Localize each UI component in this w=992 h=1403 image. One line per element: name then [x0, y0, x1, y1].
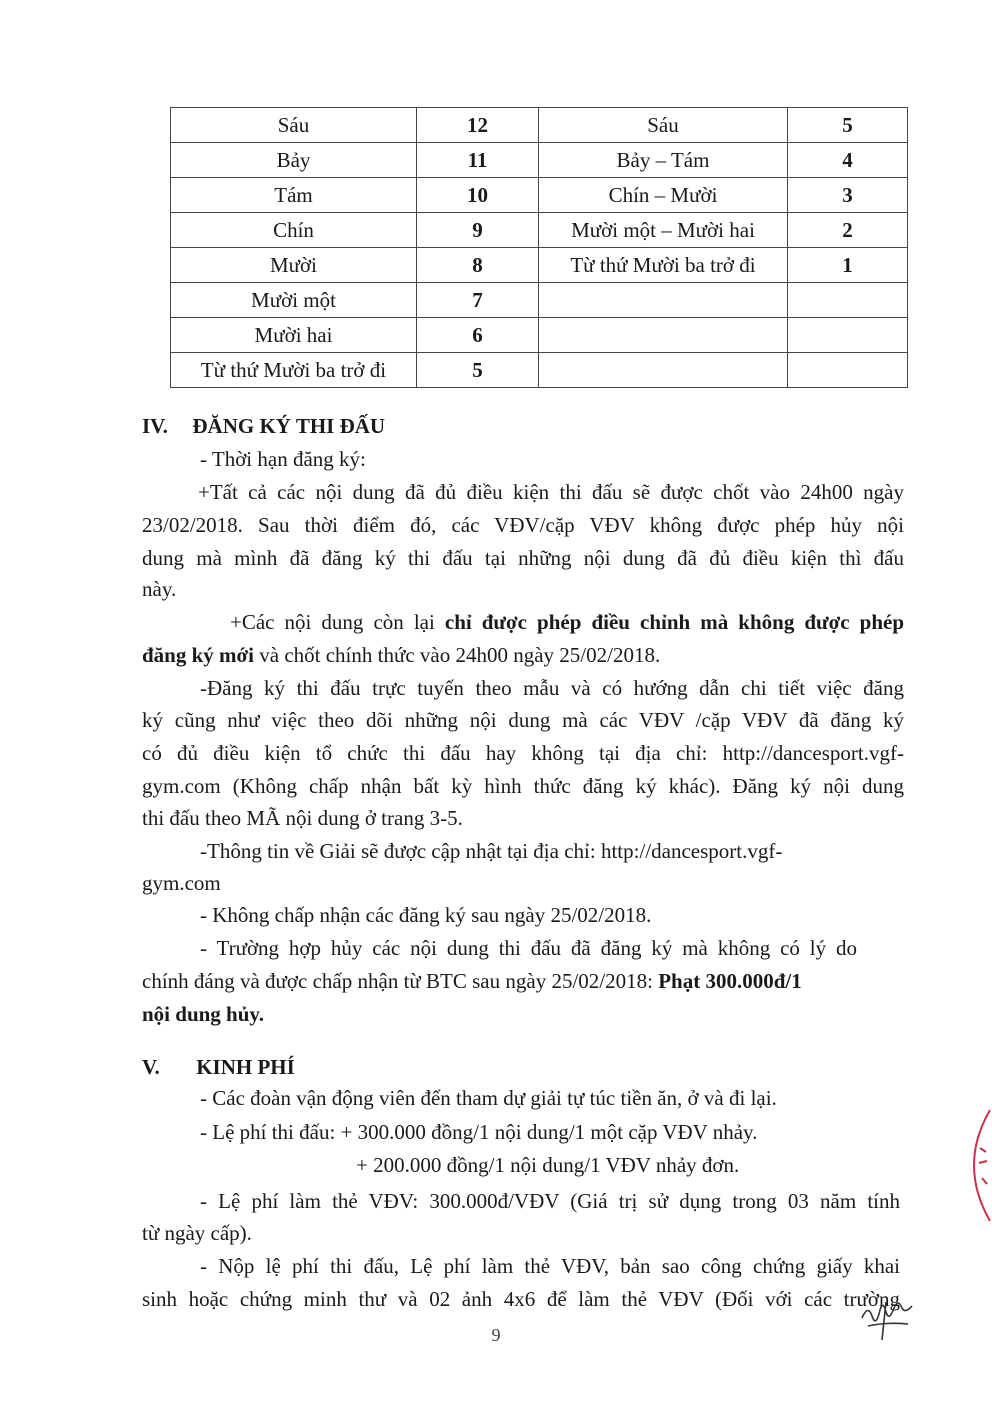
points-cell — [788, 318, 908, 353]
s4-p6-line2-pre: chính đáng và được chấp nhận từ BTC sau ngày 25/02/2018: — [142, 969, 659, 993]
stamp-icon — [952, 1108, 992, 1223]
rank-cell: Mười — [171, 248, 417, 283]
rank-cell: Từ thứ Mười ba trở đi — [171, 353, 417, 388]
table-row — [539, 283, 908, 318]
s4-p3-line2: ký cũng như việc theo dõi những nội dung mà các VĐV /cặp VĐV đã đăng ký — [142, 708, 904, 732]
s5-p2: - Lệ phí thi đấu: + 300.000 đồng/1 nội dung/1 một cặp VĐV nhảy. — [200, 1120, 758, 1144]
table-row — [171, 248, 539, 283]
points-cell: 9 — [417, 213, 539, 248]
rank-cell: Chín — [171, 213, 417, 248]
s4-p2-pre: +Các nội dung còn lại — [230, 610, 445, 634]
points-cell: 6 — [417, 318, 539, 353]
points-cell: 3 — [788, 178, 908, 213]
s5-p1: - Các đoàn vận động viên đến tham dự giải tự túc tiền ăn, ở và đi lại. — [200, 1086, 777, 1110]
section5-title: KINH PHÍ — [196, 1055, 295, 1079]
s4-p6-line3-bold: nội dung hủy. — [142, 1002, 265, 1026]
section4-title: ĐĂNG KÝ THI ĐẤU — [192, 414, 386, 438]
rank-cell — [539, 318, 788, 353]
s4-p6-line2 — [142, 965, 802, 998]
points-cell: 4 — [788, 143, 908, 178]
table-row — [171, 108, 539, 143]
s4-p3-line4: gym.com (Không chấp nhận bất kỳ hình thức đăng ký khác). Đăng ký nội dung — [142, 774, 904, 798]
s5-p5-line1: - Nộp lệ phí thi đấu, Lệ phí làm thẻ VĐV, bản sao công chứng giấy khai — [200, 1254, 900, 1278]
page-number: 9 — [491, 1325, 501, 1345]
s4-p1-line3: dung mà mình đã đăng ký thi đấu tại những nội dung đã đủ điều kiện thì đấu — [142, 546, 904, 570]
table-row — [539, 213, 908, 248]
rank-cell: Sáu — [171, 108, 417, 143]
table-row — [539, 353, 908, 388]
s4-p6-line1: - Trường hợp hủy các nội dung thi đấu đã đăng ký mà không có lý do — [200, 936, 857, 960]
s4-p2-line1 — [230, 606, 904, 639]
rank-cell: Từ thứ Mười ba trở đi — [539, 248, 788, 283]
points-cell: 10 — [417, 178, 539, 213]
table-row — [539, 143, 908, 178]
points-cell: 8 — [417, 248, 539, 283]
deadline-label: - Thời hạn đăng ký: — [200, 447, 366, 471]
s4-p3-line5: thi đấu theo MÃ nội dung ở trang 3-5. — [142, 806, 463, 830]
rank-cell: Bảy – Tám — [539, 143, 788, 178]
table-row — [539, 248, 908, 283]
s4-p4-line2: gym.com — [142, 871, 221, 895]
table-row — [171, 318, 539, 353]
section5-heading — [142, 1051, 295, 1084]
section4-heading — [142, 410, 385, 443]
points-cell: 5 — [788, 108, 908, 143]
table-row — [171, 213, 539, 248]
points-cell — [788, 353, 908, 388]
rank-cell: Mười một – Mười hai — [539, 213, 788, 248]
rank-cell: Mười hai — [171, 318, 417, 353]
s4-p3-line1: -Đăng ký thi đấu trực tuyến theo mẫu và có hướng dẫn chi tiết việc đăng — [200, 676, 904, 700]
s5-p4-line1: - Lệ phí làm thẻ VĐV: 300.000đ/VĐV (Giá trị sử dụng trong 03 năm tính — [200, 1189, 900, 1213]
points-cell: 5 — [417, 353, 539, 388]
points-cell: 2 — [788, 213, 908, 248]
table-row — [171, 283, 539, 318]
points-table-left — [170, 107, 539, 388]
points-cell: 11 — [417, 143, 539, 178]
rank-cell: Tám — [171, 178, 417, 213]
rank-cell — [539, 283, 788, 318]
table-row — [171, 178, 539, 213]
section5-number: V. — [142, 1055, 160, 1079]
s4-p1-line4: này. — [142, 577, 177, 601]
rank-cell: Sáu — [539, 108, 788, 143]
s5-p3: + 200.000 đồng/1 nội dung/1 VĐV nhảy đơn. — [356, 1153, 740, 1177]
s4-p6-line3 — [142, 998, 264, 1031]
s4-p6-line2-bold: Phạt 300.000đ/1 — [658, 969, 802, 993]
s4-p2-bold2: đăng ký mới — [142, 643, 254, 667]
s4-p4-line1: -Thông tin về Giải sẽ được cập nhật tại địa chỉ: http://dancesport.vgf- — [200, 839, 783, 863]
points-table-right — [538, 107, 908, 388]
signature-icon — [858, 1296, 918, 1344]
s4-p1-line1: +Tất cả các nội dung đã đủ điều kiện thi đấu sẽ được chốt vào 24h00 ngày — [198, 480, 904, 504]
points-cell: 12 — [417, 108, 539, 143]
table-row — [539, 108, 908, 143]
rank-cell: Bảy — [171, 143, 417, 178]
table-row — [539, 178, 908, 213]
section4-number: IV. — [142, 414, 168, 438]
s5-p5-line2: sinh hoặc chứng minh thư và 02 ảnh 4x6 để làm thẻ VĐV (Đối với các trường — [142, 1287, 900, 1311]
s4-p2-line2 — [142, 639, 660, 672]
points-cell — [788, 283, 908, 318]
points-cell: 1 — [788, 248, 908, 283]
points-cell: 7 — [417, 283, 539, 318]
s4-p3-line3: có đủ điều kiện tổ chức thi đấu hay không tại địa chỉ: http://dancesport.vgf- — [142, 741, 904, 765]
rank-cell: Chín – Mười — [539, 178, 788, 213]
rank-cell — [539, 353, 788, 388]
table-row — [171, 353, 539, 388]
s4-p1-line2: 23/02/2018. Sau thời điểm đó, các VĐV/cặp VĐV không được phép hủy nội — [142, 513, 904, 537]
table-row — [539, 318, 908, 353]
s4-p2-bold: chỉ được phép điều chỉnh mà không được phép — [444, 610, 904, 634]
s4-p5: - Không chấp nhận các đăng ký sau ngày 25/02/2018. — [200, 903, 652, 927]
s4-p2-post: và chốt chính thức vào 24h00 ngày 25/02/2018. — [254, 643, 661, 667]
rank-cell: Mười một — [171, 283, 417, 318]
s5-p4-line2: từ ngày cấp). — [142, 1221, 252, 1245]
table-row — [171, 143, 539, 178]
